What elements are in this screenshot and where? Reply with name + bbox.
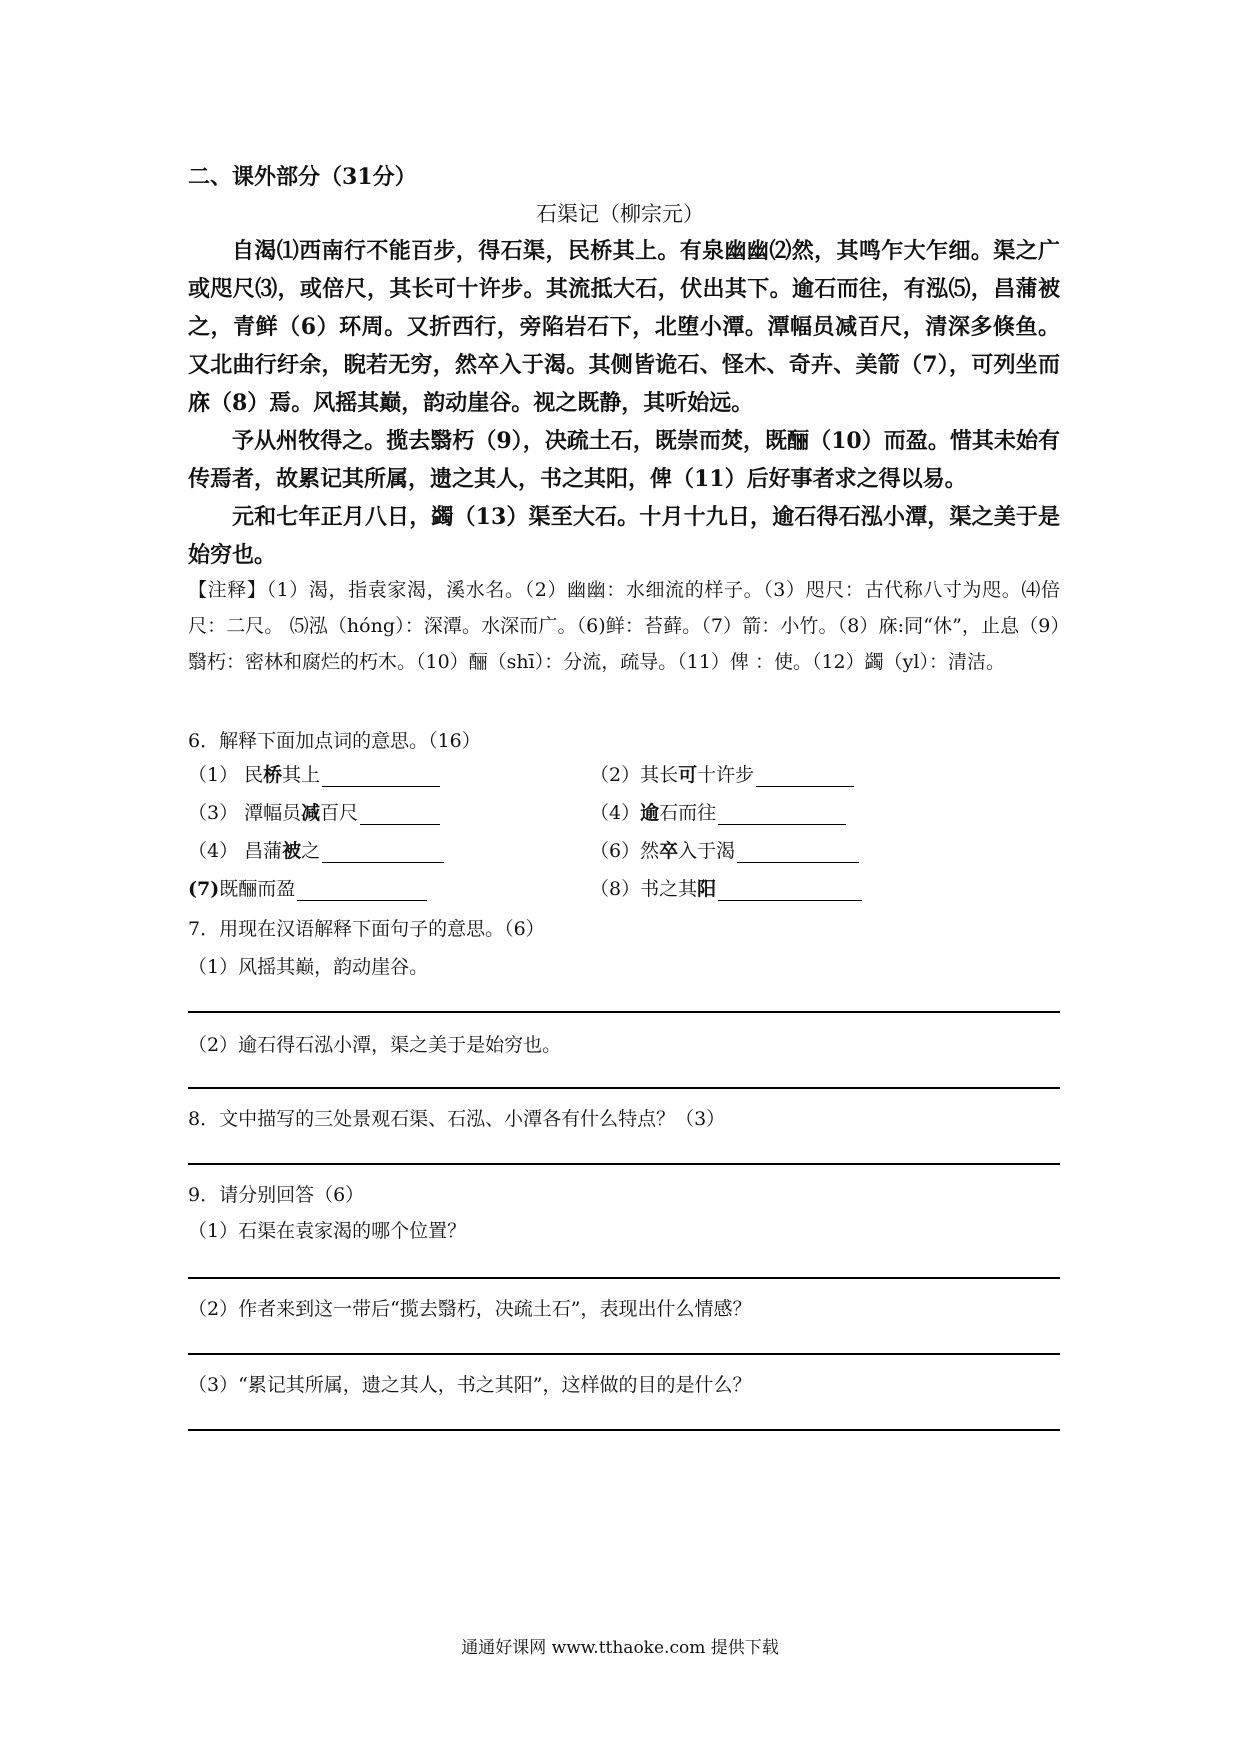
question-7-sentence-2: （2）逾石得石泓小潭，渠之美于是始穷也。 <box>188 1034 562 1056</box>
vocab-item-1: （1） 民桥其上 <box>188 760 440 787</box>
section-title: 二、课外部分（31分） <box>188 164 417 190</box>
answer-blank[interactable] <box>322 764 440 787</box>
question-6-title: 6．解释下面加点词的意思。（16） <box>188 730 481 752</box>
answer-blank[interactable] <box>360 802 440 825</box>
answer-blank[interactable] <box>718 802 846 825</box>
vocab-item-3: （3） 潭幅员减百尺 <box>188 798 440 825</box>
answer-line-9-2[interactable] <box>188 1353 1060 1355</box>
footer-source: 通通好课网 www.tthaoke.com 提供下载 <box>461 1638 779 1658</box>
vocab-item-4: （4）逾石而往 <box>590 798 846 825</box>
question-9-sub-1: （1）石渠在袁家渴的哪个位置？ <box>188 1220 467 1242</box>
passage <box>188 232 1060 574</box>
answer-line-9-1[interactable] <box>188 1277 1060 1279</box>
answer-blank[interactable] <box>737 840 859 863</box>
vocab-item-8: （8）书之其阳 <box>590 874 862 901</box>
vocab-item-7: (7)既酾而盈 <box>188 874 427 901</box>
answer-line-8[interactable] <box>188 1163 1060 1165</box>
answer-blank[interactable] <box>718 878 862 901</box>
passage-paragraph-2: 予从州牧得之。揽去翳朽（9），决疏土石，既崇而焚，既酾（10）而盈。惜其未始有传焉者，故累记其所属，遗之其人，书之其阳，俾（11）后好事者求之得以易。 <box>188 428 1060 492</box>
question-9-title: 9．请分别回答（6） <box>188 1184 365 1206</box>
question-9-sub-3: （3）“累记其所属，遗之其人，书之其阳”，这样做的目的是什么？ <box>188 1374 752 1396</box>
vocab-item-6: （6）然卒入于渴 <box>590 836 859 863</box>
answer-blank[interactable] <box>297 878 427 901</box>
question-9-sub-2: （2）作者来到这一带后“揽去翳朽，决疏土石”，表现出什么情感？ <box>188 1298 752 1320</box>
question-7-title: 7．用现在汉语解释下面句子的意思。（6） <box>188 918 545 940</box>
question-7-sentence-1: （1）风摇其巅，韵动崖谷。 <box>188 956 429 978</box>
answer-blank[interactable] <box>322 840 444 863</box>
answer-line-7-2[interactable] <box>188 1087 1060 1089</box>
answer-line-7-1[interactable] <box>188 1011 1060 1013</box>
vocab-item-5: （4） 昌蒲被之 <box>188 836 444 863</box>
annotation-notes: 【注释】（1）渴，指袁家渴，溪水名。（2）幽幽：水细流的样子。（3）咫尺：古代称八寸为咫。⑷倍尺：二尺。 ⑸泓（hóng）：深潭。水深而广。（6)鲜：苔藓。（7）箭：小竹。（8）庥:同“休”，止息（9）翳朽：密林和腐烂的朽木。（10）酾（shī）：分流，疏导。（11）俾 ：使。（12）蠲（yl）：清洁。 <box>188 579 1060 673</box>
answer-line-9-3[interactable] <box>188 1429 1060 1431</box>
passage-paragraph-3: 元和七年正月八日，蠲（13）渠至大石。十月十九日，逾石得石泓小潭，渠之美于是始穷也。 <box>188 504 1060 568</box>
vocab-item-2: （2）其长可十许步 <box>590 760 854 787</box>
passage-paragraph-1: 自渴⑴西南行不能百步，得石渠，民桥其上。有泉幽幽⑵然，其鸣乍大乍细。渠之广或咫尺⑶，或倍尺，其长可十许步。其流抵大石，伏出其下。逾石而往，有泓⑸，昌蒲被之，青鲜（6）环周。又折西行，旁陷岩石下，北堕小潭。潭幅员减百尺，清深多倏鱼。又北曲行纡余，睨若无穷，然卒入于渴。其侧皆诡石、怪木、奇卉、美箭（7），可列坐而庥（8）焉。风摇其巅，韵动崖谷。视之既静，其听始远。 <box>188 238 1060 416</box>
question-8-title: 8．文中描写的三处景观石渠、石泓、小潭各有什么特点？（3） <box>188 1108 726 1130</box>
answer-blank[interactable] <box>756 764 854 787</box>
poem-title: 石渠记（柳宗元） <box>536 202 704 226</box>
